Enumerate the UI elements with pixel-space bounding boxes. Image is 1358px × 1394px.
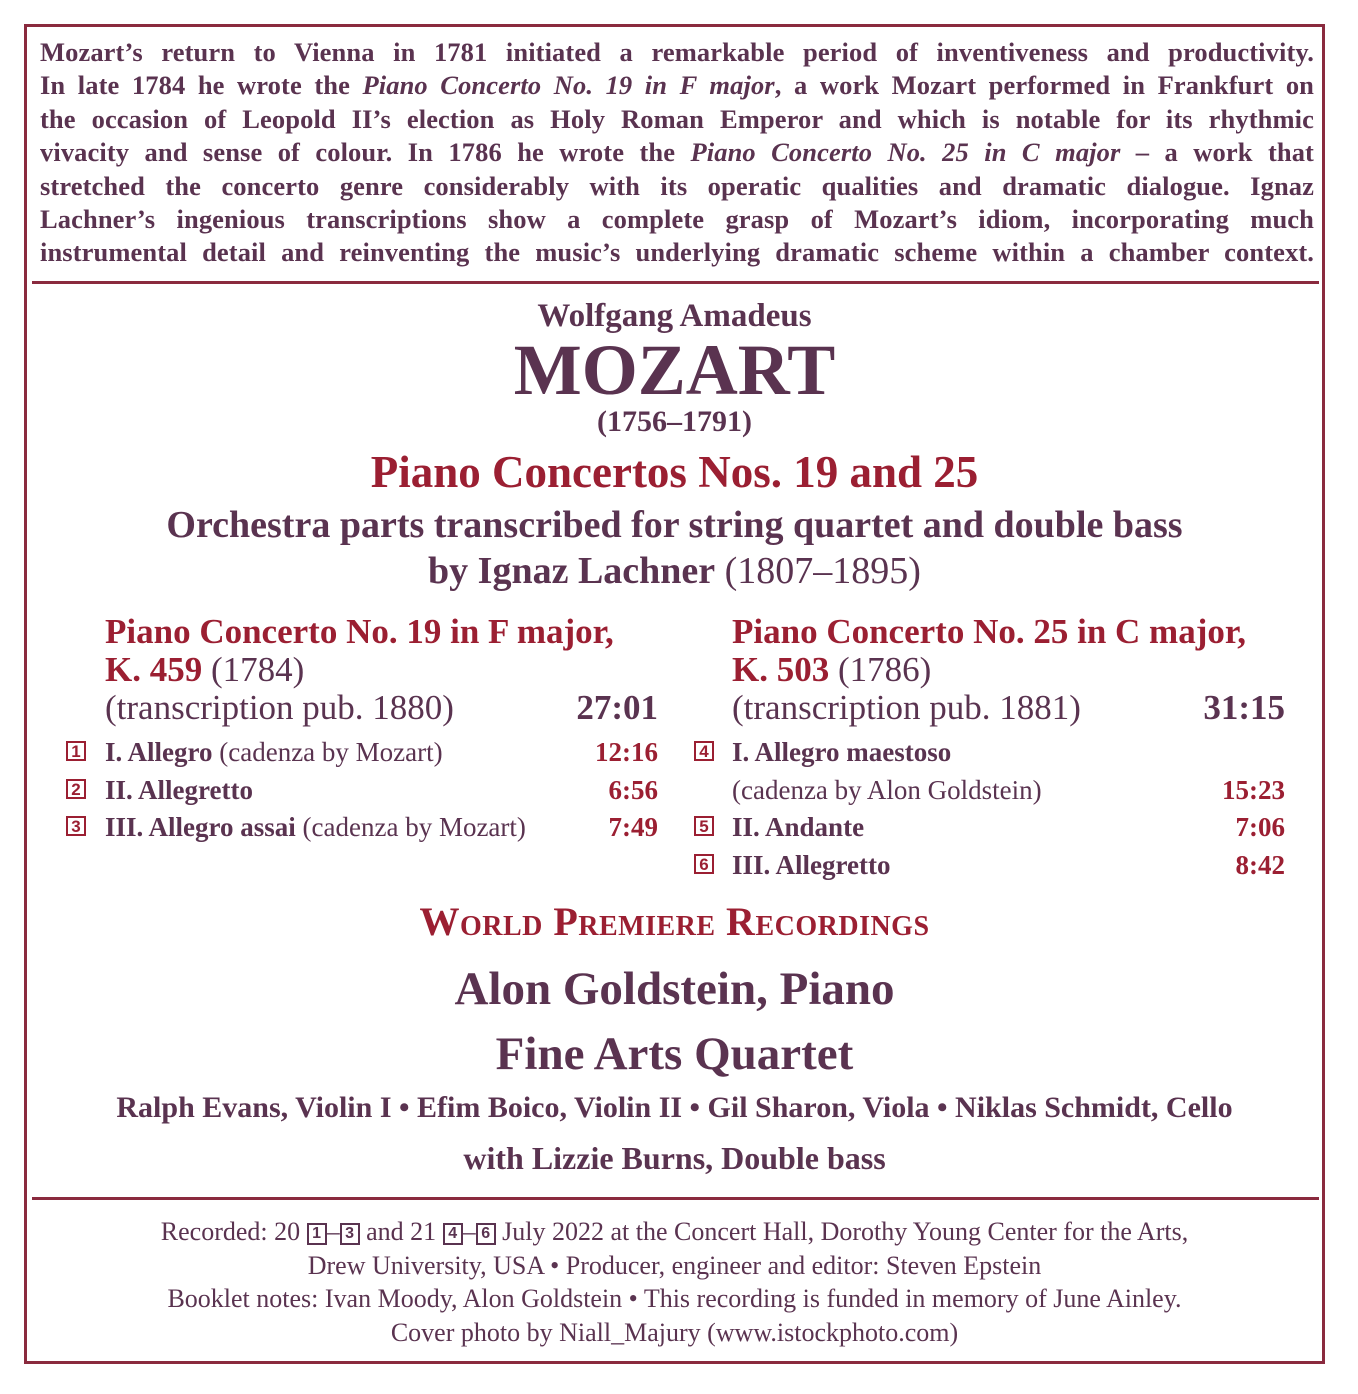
concerto-25-title: Piano Concerto No. 25 in C major,: [732, 612, 1246, 651]
track-row: [694, 737, 1285, 768]
concerto-25-catalogue: [732, 651, 1285, 689]
track-row: [694, 850, 1285, 881]
track-duration: 8:42: [1235, 850, 1285, 880]
intro-line: the occasion of Leopold II’s election as Holy Roman Emperor and which is notable for its rhythmic: [40, 103, 1314, 134]
track-title: I. Allegro maestoso: [732, 737, 952, 767]
concerto-25-total-time: 31:15: [1203, 688, 1285, 727]
track-duration: 15:23: [1222, 775, 1285, 805]
credits-line-1: [24, 1215, 1325, 1249]
track-title: III. Allegretto: [732, 850, 891, 880]
double-bass-credit: with Lizzie Burns, Double bass: [463, 1140, 886, 1176]
credits-recorded-c: July 2022 at the Concert Hall, Dorothy Young Center for the Arts,: [495, 1217, 1189, 1246]
track-number-box: 6: [694, 854, 714, 874]
track-number-box: 1: [66, 741, 86, 761]
composer-first-names: Wolfgang Amadeus: [537, 298, 812, 334]
intro-line: Mozart’s return to Vienna in 1781 initiated a remarkable period of inventiveness and productivity.: [40, 37, 1314, 67]
track-note: (cadenza by Mozart): [212, 737, 443, 767]
concerto-25-pub-row: [732, 689, 1285, 727]
track-number-box: 2: [66, 779, 86, 799]
concerto-25-kno: K. 503: [732, 650, 830, 689]
concerto-19-pub: (transcription pub. 1880): [105, 688, 454, 727]
track-duration: 7:49: [608, 812, 658, 842]
intro-line: stretched the concerto genre considerably with its operatic qualities and dramatic dialogue. Ignaz: [40, 170, 1314, 201]
track-title: II. Andante: [732, 812, 865, 842]
subtitle-line-1: Orchestra parts transcribed for string quartet and double bass: [166, 504, 1183, 546]
work-title-italic: Piano Concerto No. 25 in C major: [690, 137, 1121, 168]
track-number-box: 4: [694, 741, 714, 761]
credits-line-2: Drew University, USA • Producer, engineer and editor: Steven Epstein: [307, 1251, 1042, 1280]
album-title: Piano Concertos Nos. 19 and 25: [370, 447, 979, 497]
track-note: (cadenza by Alon Goldstein): [732, 775, 1042, 805]
arranger-dates: (1807–1895): [715, 550, 921, 592]
credits-recorded-b: and 21: [359, 1217, 443, 1246]
track-row: [694, 812, 1285, 843]
track-note: (cadenza by Mozart): [295, 812, 526, 842]
track-row: [66, 737, 658, 768]
divider-bottom: [32, 1197, 1319, 1200]
intro-line: vivacity and sense of colour. In 1786 he wrote the Piano Concerto No. 25 in C major – a work that: [40, 137, 1314, 168]
concerto-25-pub: (transcription pub. 1881): [732, 688, 1081, 727]
subtitle-line-2: [24, 549, 1325, 593]
artist-ensemble: Fine Arts Quartet: [495, 1028, 854, 1080]
work-title-italic: Piano Concerto No. 19 in F major: [362, 70, 775, 101]
composer-surname: MOZART: [513, 330, 836, 410]
concerto-19-title: Piano Concerto No. 19 in F major,: [105, 612, 614, 651]
track-row: [66, 775, 658, 806]
track-row: [66, 812, 658, 843]
track-row: [694, 775, 1285, 806]
composer-dates: (1756–1791): [597, 405, 752, 438]
divider-top: [32, 281, 1319, 284]
track-range-box: 3: [340, 1223, 360, 1245]
credits-line-3: Booklet notes: Ivan Moody, Alon Goldstein • This recording is funded in memory of June Ainley.: [167, 1284, 1182, 1313]
artist-pianist: Alon Goldstein, Piano: [454, 963, 895, 1015]
concerto-19-catalogue: [105, 651, 658, 689]
ensemble-members: Ralph Evans, Violin I • Efim Boico, Violin II • Gil Sharon, Viola • Niklas Schmidt, Cello: [116, 1091, 1233, 1124]
intro-paragraph: [40, 36, 1314, 270]
concerto-25-header: [732, 613, 1285, 727]
range-dash: –: [326, 1217, 340, 1246]
credits-line-4: Cover photo by Niall_Majury (www.istockphoto.com): [390, 1318, 959, 1347]
track-range-box: 6: [476, 1223, 496, 1245]
credits-recorded-a: Recorded: 20: [160, 1217, 307, 1246]
concerto-25-year: (1786): [829, 650, 932, 689]
arranger-name: by Ignaz Lachner: [428, 550, 716, 592]
concerto-19-header: [105, 613, 658, 727]
track-duration: 6:56: [608, 775, 658, 805]
track-range-box: 1: [307, 1223, 327, 1245]
concerto-19-total-time: 27:01: [576, 688, 658, 727]
track-duration: 7:06: [1235, 812, 1285, 842]
range-dash: –: [462, 1217, 476, 1246]
world-premiere-heading: World Premiere Recordings: [419, 899, 930, 944]
concerto-19-kno: K. 459: [105, 650, 203, 689]
track-title: III. Allegro assai: [105, 812, 296, 842]
intro-line: instrumental detail and reinventing the music’s underlying dramatic scheme within a chamber context.: [40, 237, 1314, 268]
track-title: I. Allegro: [105, 737, 213, 767]
intro-line: Lachner’s ingenious transcriptions show a complete grasp of Mozart’s idiom, incorporating much: [40, 204, 1314, 235]
track-duration: 12:16: [595, 737, 658, 767]
track-title: II. Allegretto: [105, 775, 253, 805]
intro-line: In late 1784 he wrote the Piano Concerto No. 19 in F major, a work Mozart performed in Frankfurt on: [40, 70, 1315, 101]
concerto-19-year: (1784): [202, 650, 305, 689]
track-number-box: 3: [66, 816, 86, 836]
track-number-box: 5: [694, 816, 714, 836]
concerto-19-pub-row: [105, 689, 658, 727]
track-range-box: 4: [443, 1223, 463, 1245]
